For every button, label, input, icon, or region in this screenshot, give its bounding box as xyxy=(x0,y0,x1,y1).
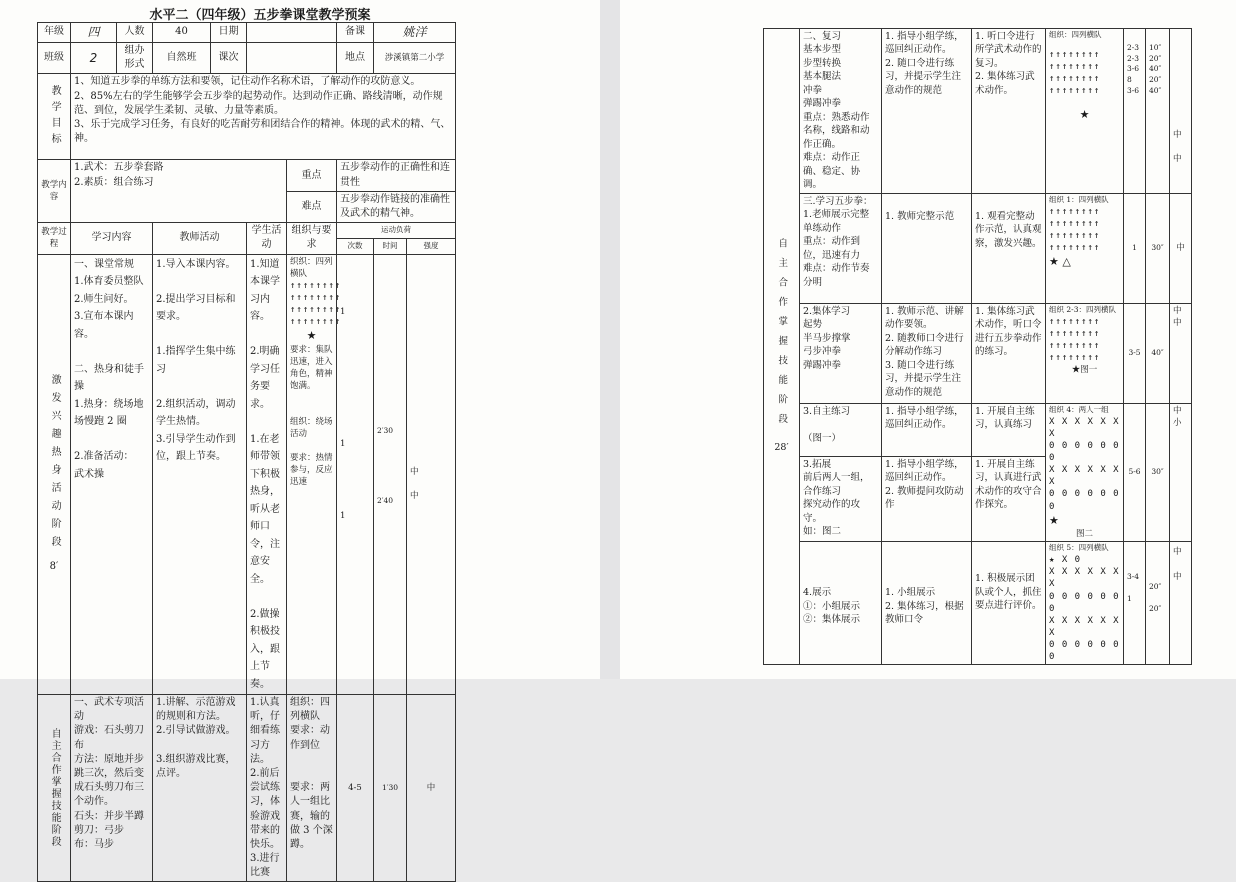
show-formation: ★ X 0 X X X X X X X 0 0 0 0 0 0 0 X X X X X X X 0 0 0 0 0 0 0 xyxy=(1049,555,1120,663)
meta-row-2 xyxy=(38,43,456,74)
lesson-label: 课次 xyxy=(211,43,247,74)
review-org-title: 组织：四列横队 xyxy=(1049,30,1102,39)
show-times: 3-4 1 xyxy=(1124,542,1146,665)
self-practice-student: 1. 开展自主练习，认真练习 xyxy=(972,404,1046,457)
pair-org-title: 组织 4：两人一组 xyxy=(1049,405,1109,414)
review-student: 1. 听口令进行所学武术动作的复习。 2. 集体练习武术动作。 xyxy=(972,29,1046,194)
count-value: 40 xyxy=(153,23,211,43)
stage-1-times xyxy=(337,254,374,695)
stage-1-formation: ↑↑↑↑↑↑↑↑ ↑↑↑↑↑↑↑↑ ↑↑↑↑↑↑↑↑ ↑↑↑↑↑↑↑↑ xyxy=(290,280,342,328)
stage-1-t2: 2′30 xyxy=(377,425,394,435)
stage-2-learn: 一、武术专项活动 游戏：石头剪刀布 方法：原地并步跳三次，然后变成石头剪刀布三个动作。 石头：并步半蹲 剪刀：弓步 布：马步 xyxy=(71,695,153,882)
document-page-left xyxy=(0,0,600,879)
learn-time: 30″ xyxy=(1146,194,1170,304)
pair-formation: X X X X X X X 0 0 0 0 0 0 0 X X X X X X X 0 0 0 0 0 0 0 xyxy=(1049,416,1120,512)
self-practice-time: 30″ xyxy=(1146,404,1170,542)
stage-1-learn: 一、课堂常规 1.体育委员整队 2.师生问好。 3.宣布本课内容。 二、热身和徒手操 1.热身：绕场地场慢跑 2 圈 2.准备活动： 武术操 xyxy=(71,254,153,695)
learn-star-icon: ★ △ xyxy=(1049,255,1071,269)
content-row-1 xyxy=(38,160,456,191)
review-org xyxy=(1046,29,1124,194)
review-star-icon: ★ xyxy=(1079,108,1090,122)
group-learn-learn: 2.集体学习 起势 半马步撑掌 弓步冲拳 弹踢冲拳 xyxy=(800,304,882,404)
show-time: 20″ 20″ xyxy=(1146,542,1170,665)
org-header: 组织与要求 xyxy=(287,223,337,254)
stage-1-i2: 中 xyxy=(410,466,419,477)
stage-1-n2: 1 xyxy=(340,438,346,449)
stage-1-t3: 2′40 xyxy=(377,496,394,506)
goal-2: 2、85%左右的学生能够学会五步拳的起势动作。达到动作正确、路线清晰，动作规范、到位，发展学生柔韧、灵敏、力量等素质。 xyxy=(74,90,443,116)
learn-header: 学习内容 xyxy=(71,223,153,254)
stage-1-time-col xyxy=(374,254,407,695)
stage-cell-right xyxy=(764,29,800,665)
teacher-star-icon: ★ xyxy=(306,329,317,343)
review-teacher: 1. 指导小组学练，巡回纠正动作。 2. 随口令进行练习，并提示学生注意动作的规范 xyxy=(882,29,972,194)
stage-1-org-title: 织织：四列横队 xyxy=(290,256,333,279)
show-teacher: 1. 小组展示 2. 集体练习，根据教师口令 xyxy=(882,542,972,665)
content-2: 2.素质：组合练习 xyxy=(74,176,154,188)
date-value xyxy=(247,23,337,43)
stage-2-row xyxy=(38,695,456,882)
stage-1-name: 激发兴趣热身活动阶段 xyxy=(49,374,61,555)
lesson-plan-table xyxy=(37,22,456,882)
learn-formation: ↑↑↑↑↑↑↑↑ ↑↑↑↑↑↑↑↑ ↑↑↑↑↑↑↑↑ ↑↑↑↑↑↑↑↑ xyxy=(1049,206,1101,254)
stage-1-intensity xyxy=(407,254,456,695)
figure-two-label: 图二 xyxy=(1075,529,1093,540)
process-header-row-1 xyxy=(38,223,456,239)
stage-1-org-req2: 要求：热情参与，反应迅速 xyxy=(290,453,333,488)
self-practice-row xyxy=(764,404,1192,457)
difficulty-value: 五步拳动作链接的准确性及武术的精气神。 xyxy=(337,191,456,222)
learn-student: 1. 观看完整动作示范，认真观察，激发兴趣。 xyxy=(972,194,1046,304)
review-row xyxy=(764,29,1192,194)
goals-text xyxy=(71,74,456,160)
review-times: 2-3 2-3 3-6 8 3-6 xyxy=(1124,29,1146,194)
show-student: 1. 积极展示团队或个人，抓住要点进行评价。 xyxy=(972,542,1046,665)
lesson-value xyxy=(247,43,337,74)
self-practice-times: 5-6 xyxy=(1124,404,1146,542)
content-1: 1.武术：五步拳套路 xyxy=(74,162,164,174)
class-label: 班级 xyxy=(38,43,71,74)
stage-name-right: 自主合作掌握技能阶段 xyxy=(776,238,788,434)
load-header: 运动负荷 xyxy=(337,223,456,239)
stage-2-times: 4-5 xyxy=(337,695,374,882)
learn-org xyxy=(1046,194,1124,304)
extend-teacher: 1. 指导小组学练，巡回纠正动作。 2. 教师提问攻防动作 xyxy=(882,456,972,541)
stage-1-time: 8′ xyxy=(49,561,59,573)
key-label: 重点 xyxy=(287,160,337,191)
grade-value: 四 xyxy=(71,23,117,43)
stage-1-org xyxy=(287,254,342,695)
stage-2-time: 1′30 xyxy=(374,695,407,882)
review-time: 10″ 20″ 40″ 20″ 40″ xyxy=(1146,29,1170,194)
group-learn-org xyxy=(1046,304,1124,404)
lesson-plan-table-continued xyxy=(763,28,1192,665)
goal-3: 3、乐于完成学习任务，有良好的吃苦耐劳和团结合作的精神。体现的武术的精、气、神。 xyxy=(74,118,451,145)
review-intensity: 中 中 xyxy=(1170,29,1192,194)
stage-2-intensity: 中 xyxy=(407,695,456,882)
process-label: 教学过程 xyxy=(38,223,71,254)
key-value: 五步拳动作的正确性和连贯性 xyxy=(337,160,456,191)
date-label: 日期 xyxy=(211,23,247,43)
learn-org-title: 组织 1：四列横队 xyxy=(1049,195,1109,204)
learn-intensity: 中 xyxy=(1170,194,1192,304)
pair-star-icon: ★ xyxy=(1049,513,1059,527)
content-label: 教学内容 xyxy=(38,160,71,223)
group-learn-student: 1. 集体练习武术动作，听口令进行五步拳动作的练习。 xyxy=(972,304,1046,404)
learn-teacher: 1. 教师完整示范 xyxy=(882,194,972,304)
stage-2-org: 组织：四列横队 要求：动作到位 要求：两人一组比赛，输的做 3 个深蹲。 xyxy=(287,695,337,882)
content-text xyxy=(71,160,287,223)
stage-2-student: 1.认真听，仔细看练习方法。 2.前后尝试练习，体验游戏带来的快乐。 3.进行比赛 xyxy=(247,695,287,882)
stage-1-n1: 1 xyxy=(340,306,346,317)
class-value: 2 xyxy=(71,43,117,74)
meta-row-1 xyxy=(38,23,456,43)
learn-row xyxy=(764,194,1192,304)
stage-2-teacher: 1.讲解、示范游戏的规则和方法。 2.引导试做游戏。 3.组织游戏比赛，点评。 xyxy=(153,695,247,882)
document-page-right xyxy=(620,0,1236,679)
page-gap xyxy=(600,0,620,679)
stage-1-row xyxy=(38,254,456,695)
teacher-header: 教师活动 xyxy=(153,223,247,254)
stage-1-n3: 1 xyxy=(340,510,346,521)
times-header: 次数 xyxy=(337,238,374,254)
stage-time-right: 28′ xyxy=(774,442,789,454)
count-label: 人数 xyxy=(117,23,153,43)
review-learn: 二、复习 基本步型 步型转换 基本腿法 冲拳 弹踢冲拳 重点：熟悉动作名称，线路和动作正确。 难点：动作正确、稳定、协调。 xyxy=(800,29,882,194)
stage-1-org-req: 要求：集队迅速，进入角色，精神饱满。 xyxy=(290,344,333,392)
place-label: 地点 xyxy=(337,43,374,74)
group-learn-times: 3-5 xyxy=(1124,304,1146,404)
extend-student: 1. 开展自主练习，认真进行武术动作的攻守合作探究。 xyxy=(972,456,1046,541)
stage-1-cell xyxy=(38,254,71,695)
extend-learn: 3.拓展 前后两人一组，合作练习 探究动作的攻守。 如：图二 xyxy=(800,456,882,541)
stage-1-student: 1.知道本课学习内容。 2.明确学习任务要求。 1.在老师带领下积极热身，听从老师口令，注意安全。 2.做操积极投入，跟上节奏。 xyxy=(247,254,287,695)
self-practice-org xyxy=(1046,404,1124,542)
stage-2-cell xyxy=(38,695,71,882)
show-intensity: 中 中 xyxy=(1170,542,1192,665)
goals-row xyxy=(38,74,456,160)
group-learn-formation: ↑↑↑↑↑↑↑↑ ↑↑↑↑↑↑↑↑ ↑↑↑↑↑↑↑↑ ↑↑↑↑↑↑↑↑ xyxy=(1049,316,1101,364)
intensity-header: 强度 xyxy=(407,238,456,254)
stage-1-teacher: 1.导入本课内容。 2.提出学习目标和要求。 1.指挥学生集中练习 2.组织活动，调动学生热情。 3.引导学生动作到位，跟上节奏。 xyxy=(153,254,247,695)
show-row xyxy=(764,542,1192,665)
learn-times: 1 xyxy=(1124,194,1146,304)
student-header: 学生活动 xyxy=(247,223,287,254)
time-header: 时间 xyxy=(374,238,407,254)
show-org xyxy=(1046,542,1124,665)
self-practice-intensity: 中 小 xyxy=(1170,404,1192,542)
self-practice-teacher: 1. 指导小组学练，巡回纠正动作。 xyxy=(882,404,972,457)
stage-2-name: 自主合作掌握技能阶段 xyxy=(49,728,61,849)
goals-label: 教学目标 xyxy=(49,84,61,149)
difficulty-label: 难点 xyxy=(287,191,337,222)
document-title: 水平二（四年级）五步拳课堂教学预案 xyxy=(149,8,371,23)
show-org-title: 组织 5：四列横队 xyxy=(1049,543,1109,553)
group-learn-teacher: 1. 教师示范、讲解动作要领。 2. 随教师口令进行分解动作练习 3. 随口令进行练习，并提示学生注意动作的规范 xyxy=(882,304,972,404)
figure-one-label: ★图一 xyxy=(1071,365,1098,376)
org-label: 组办形式 xyxy=(117,43,153,74)
group-learn-org-title: 组织 2-3：四列横队 xyxy=(1049,305,1116,314)
remark-value: 姚洋 xyxy=(374,23,456,43)
group-learn-row xyxy=(764,304,1192,404)
group-learn-intensity: 中 中 xyxy=(1170,304,1192,404)
self-practice-learn: 3.自主练习 （图一） xyxy=(800,404,882,457)
group-learn-time: 40″ xyxy=(1146,304,1170,404)
remark-label: 备课 xyxy=(337,23,374,43)
show-learn: 4.展示 ①：小组展示 ②：集体展示 xyxy=(800,542,882,665)
stage-1-org-activity: 组织：绕场活动 xyxy=(290,417,333,440)
learn-learn: 三.学习五步拳： 1.老师展示完整单练动作 重点：动作到位，迅速有力 难点：动作节奏分明 xyxy=(800,194,882,304)
stage-1-i3: 中 xyxy=(410,490,419,501)
org-value: 自然班 xyxy=(153,43,211,74)
grade-label: 年级 xyxy=(38,23,71,43)
review-formation: ↑↑↑↑↑↑↑↑ ↑↑↑↑↑↑↑↑ ↑↑↑↑↑↑↑↑ ↑↑↑↑↑↑↑↑ xyxy=(1049,49,1101,97)
place-value: 涉溪镇第二小学 xyxy=(374,43,456,74)
goal-1: 1、知道五步拳的单练方法和要领，记住动作名称术语，了解动作的攻防意义。 xyxy=(74,76,421,88)
